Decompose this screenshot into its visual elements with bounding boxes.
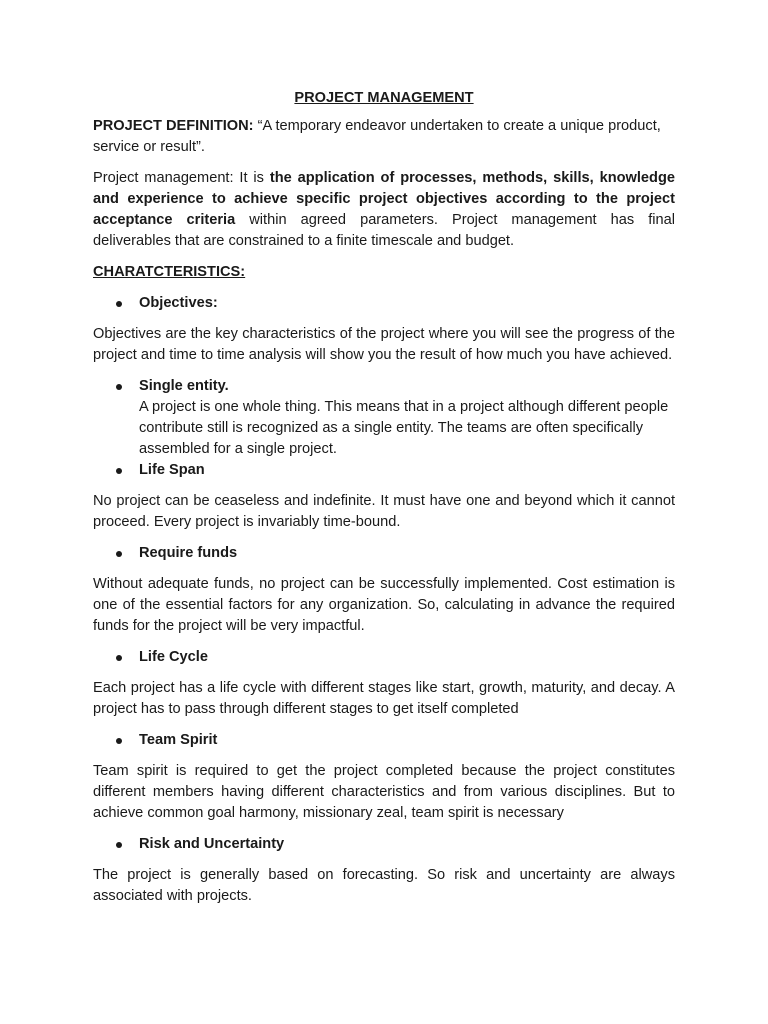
- life-span-body: No project can be ceaseless and indefinite. It must have one and beyond which it cannot proceed. Every project is invariably time-bound.: [93, 493, 675, 530]
- list-item-life-span: [93, 460, 675, 481]
- list-item-label: Risk and Uncertainty: [139, 836, 285, 852]
- list-item-label: Objectives:: [139, 295, 218, 311]
- characteristics-heading: CHARATCTERISTICS:: [93, 264, 246, 280]
- life-cycle-body: Each project has a life cycle with different stages like start, growth, maturity, and decay. A project has to pass through different stages to get itself completed: [93, 680, 675, 717]
- list-item-objectives: [93, 293, 675, 314]
- list-item-single-entity: [93, 376, 675, 460]
- definition-label: PROJECT DEFINITION:: [93, 118, 254, 134]
- bullet-icon: [116, 384, 122, 390]
- bullet-icon: [116, 551, 122, 557]
- list-item-label: Team Spirit: [139, 732, 218, 748]
- list-item-require-funds: [93, 543, 675, 564]
- bullet-icon: [116, 842, 122, 848]
- bullet-icon: [116, 468, 122, 474]
- pm-intro-bold: the application of processes, methods, skills, knowledge and experience to achieve specific project objectives according to the project acceptance criteria: [93, 170, 675, 228]
- list-item-life-cycle: [93, 647, 675, 668]
- objectives-body: Objectives are the key characteristics of the project where you will see the progress of the project and time to time analysis will show you the result of how much you have achieved.: [93, 326, 675, 363]
- document-content: [93, 88, 675, 917]
- bullet-icon: [116, 738, 122, 744]
- definition-text: “A temporary endeavor undertaken to create a unique product, service or result”.: [93, 118, 661, 155]
- risk-uncertainty-body: The project is generally based on forecasting. So risk and uncertainty are always associated with projects.: [93, 867, 675, 904]
- single-entity-body: A project is one whole thing. This means that in a project although different people contribute still is recognized as a single entity. The teams are often specifically assembled for a single project.: [139, 399, 669, 457]
- list-item-risk-uncertainty: [93, 834, 675, 855]
- list-item-label: Require funds: [139, 545, 238, 561]
- page-title: PROJECT MANAGEMENT: [294, 90, 474, 106]
- list-item-team-spirit: [93, 730, 675, 751]
- pm-intro-prefix: Project management: It is: [93, 170, 270, 186]
- require-funds-body: Without adequate funds, no project can be successfully implemented. Cost estimation is one of the essential factors for any organization. So, calculating in advance the required funds for the project will be very impactful.: [93, 576, 675, 634]
- bullet-icon: [116, 655, 122, 661]
- list-item-label: Life Cycle: [139, 649, 208, 665]
- list-item-label: Single entity.: [139, 378, 229, 394]
- pm-intro-suffix: within agreed parameters. Project management has final deliverables that are constrained to a finite timescale and budget.: [93, 212, 675, 249]
- list-item-label: Life Span: [139, 462, 205, 478]
- pm-intro-paragraph: [93, 168, 675, 252]
- team-spirit-body: Team spirit is required to get the project completed because the project constitutes different members having different characteristics and from various disciplines. But to achieve common goal harmony, missionary zeal, team spirit is necessary: [93, 763, 675, 821]
- definition-paragraph: [93, 116, 675, 158]
- bullet-icon: [116, 301, 122, 307]
